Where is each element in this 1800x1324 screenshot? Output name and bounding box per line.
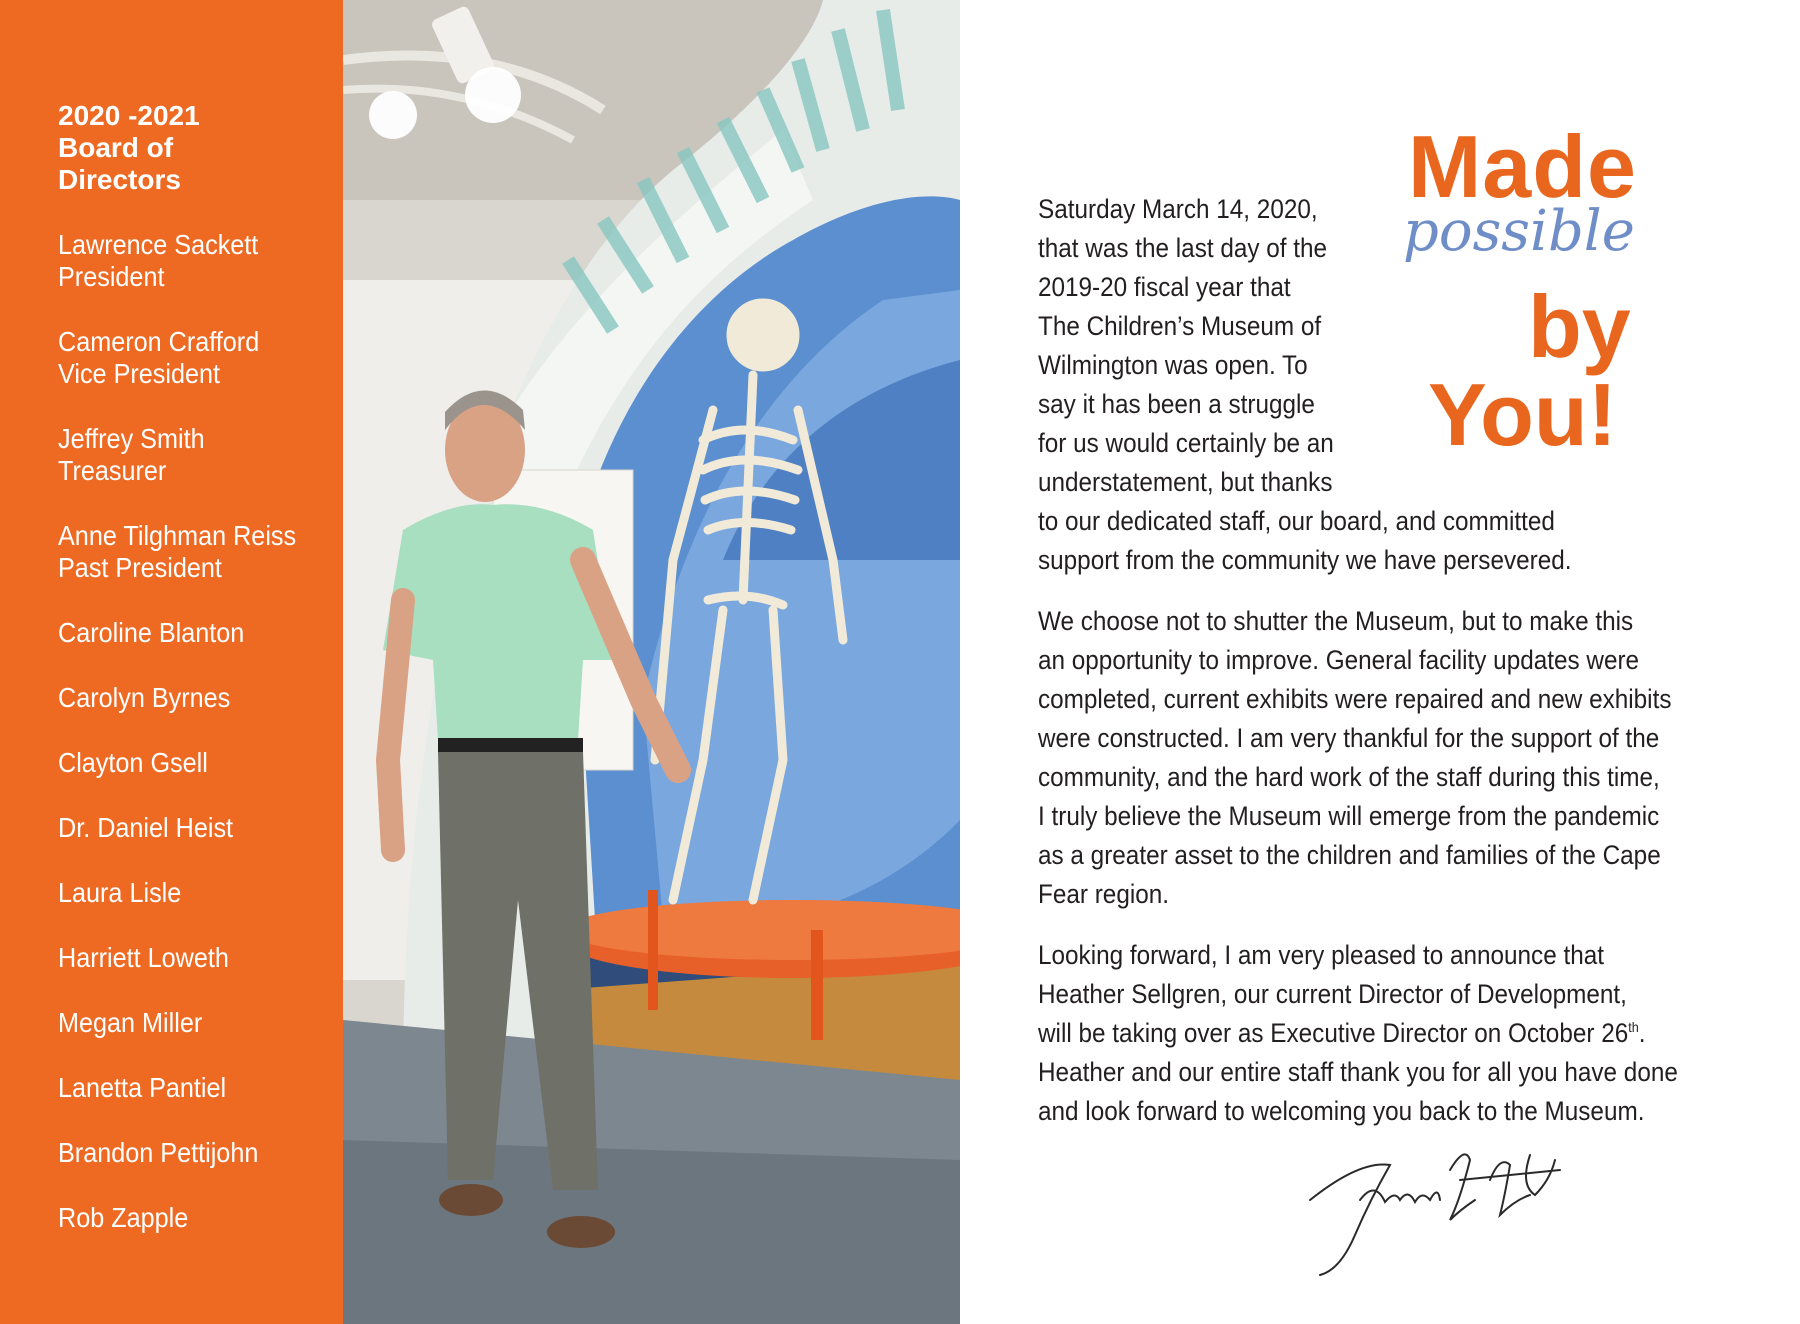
- letter-line: I truly believe the Museum will emerge from the pandemic: [1038, 801, 1660, 831]
- letter-line: say it has been a struggle: [1038, 389, 1315, 419]
- board-member: [58, 229, 310, 293]
- letter-line: We choose not to shutter the Museum, but to make this: [1038, 606, 1634, 636]
- member-role: Treasurer: [58, 455, 167, 486]
- director-letter: [1038, 190, 1758, 1131]
- board-member: [58, 812, 310, 844]
- member-name: Carolyn Byrnes: [58, 682, 231, 713]
- board-member: [58, 326, 310, 390]
- member-name: Megan Miller: [58, 1007, 203, 1038]
- letter-line: for us would certainly be an: [1038, 428, 1334, 458]
- letter-line: support from the community we have persevered.: [1038, 545, 1572, 575]
- letter-line: The Children’s Museum of: [1038, 311, 1322, 341]
- member-role: Vice President: [58, 358, 221, 389]
- signature-image: [1300, 1140, 1600, 1280]
- board-sidebar: [0, 0, 343, 1324]
- member-name: Laura Lisle: [58, 877, 182, 908]
- ordinal-suffix: th: [1628, 1019, 1639, 1035]
- member-name: Caroline Blanton: [58, 617, 245, 648]
- member-name: Jeffrey Smith: [58, 423, 205, 454]
- board-member: [58, 1202, 310, 1234]
- letter-line: were constructed. I am very thankful for the support of the: [1038, 723, 1660, 753]
- board-member: [58, 423, 310, 487]
- letter-line: Saturday March 14, 2020,: [1038, 194, 1318, 224]
- title-made: Made: [1408, 117, 1637, 216]
- paragraph-gap: [1038, 914, 1758, 936]
- letter-line: to our dedicated staff, our board, and committed: [1038, 506, 1555, 536]
- member-name: Lawrence Sackett: [58, 229, 259, 260]
- board-member: [58, 1007, 310, 1039]
- letter-line: community, and the hard work of the staff during this time,: [1038, 762, 1660, 792]
- letter-line: Fear region.: [1038, 879, 1170, 909]
- letter-line: Heather and our entire staff thank you for all you have done: [1038, 1057, 1678, 1087]
- member-name: Rob Zapple: [58, 1202, 189, 1233]
- sentence-end: .: [1638, 1018, 1646, 1048]
- title-you: You!: [1428, 365, 1617, 464]
- letter-line: completed, current exhibits were repaired and new exhibits: [1038, 684, 1672, 714]
- letter-line-text: will be taking over as Executive Director on October 26: [1038, 1018, 1629, 1048]
- letter-line: an opportunity to improve. General facility updates were: [1038, 645, 1640, 675]
- letter-line-with-date: [1038, 1014, 1686, 1053]
- member-name: Lanetta Pantiel: [58, 1072, 227, 1103]
- member-name: Clayton Gsell: [58, 747, 208, 778]
- letter-line: Looking forward, I am very pleased to announce that: [1038, 940, 1605, 970]
- title-by: by: [1528, 277, 1631, 376]
- letter-line: Wilmington was open. To: [1038, 350, 1308, 380]
- board-member: [58, 617, 310, 649]
- board-member: [58, 1072, 310, 1104]
- member-name: Dr. Daniel Heist: [58, 812, 234, 843]
- board-member: [58, 942, 310, 974]
- board-member: [58, 1137, 310, 1169]
- board-member: [58, 682, 310, 714]
- board-heading: [58, 100, 328, 196]
- board-member: [58, 520, 310, 584]
- board-member-list: [58, 229, 338, 1267]
- letter-line: understatement, but thanks: [1038, 467, 1333, 497]
- museum-exhibit-photo: [343, 0, 960, 1324]
- board-heading-line-2: Board of: [58, 132, 174, 163]
- board-heading-line-1: 2020 -2021: [58, 100, 200, 131]
- letter-line: and look forward to welcoming you back to the Museum.: [1038, 1096, 1645, 1126]
- member-role: President: [58, 261, 165, 292]
- member-role: Past President: [58, 552, 222, 583]
- letter-line: 2019-20 fiscal year that: [1038, 272, 1291, 302]
- board-member: [58, 877, 310, 909]
- letter-line: as a greater asset to the children and families of the Cape: [1038, 840, 1661, 870]
- title-possible: possible: [1403, 199, 1635, 264]
- letter-line: Heather Sellgren, our current Director of Development,: [1038, 979, 1627, 1009]
- paragraph-gap: [1038, 580, 1758, 602]
- member-name: Brandon Pettijohn: [58, 1137, 259, 1168]
- member-name: Harriett Loweth: [58, 942, 229, 973]
- board-member: [58, 747, 310, 779]
- letter-line: that was the last day of the: [1038, 233, 1328, 263]
- member-name: Anne Tilghman Reiss: [58, 520, 297, 551]
- board-heading-line-3: Directors: [58, 164, 181, 195]
- member-name: Cameron Crafford: [58, 326, 260, 357]
